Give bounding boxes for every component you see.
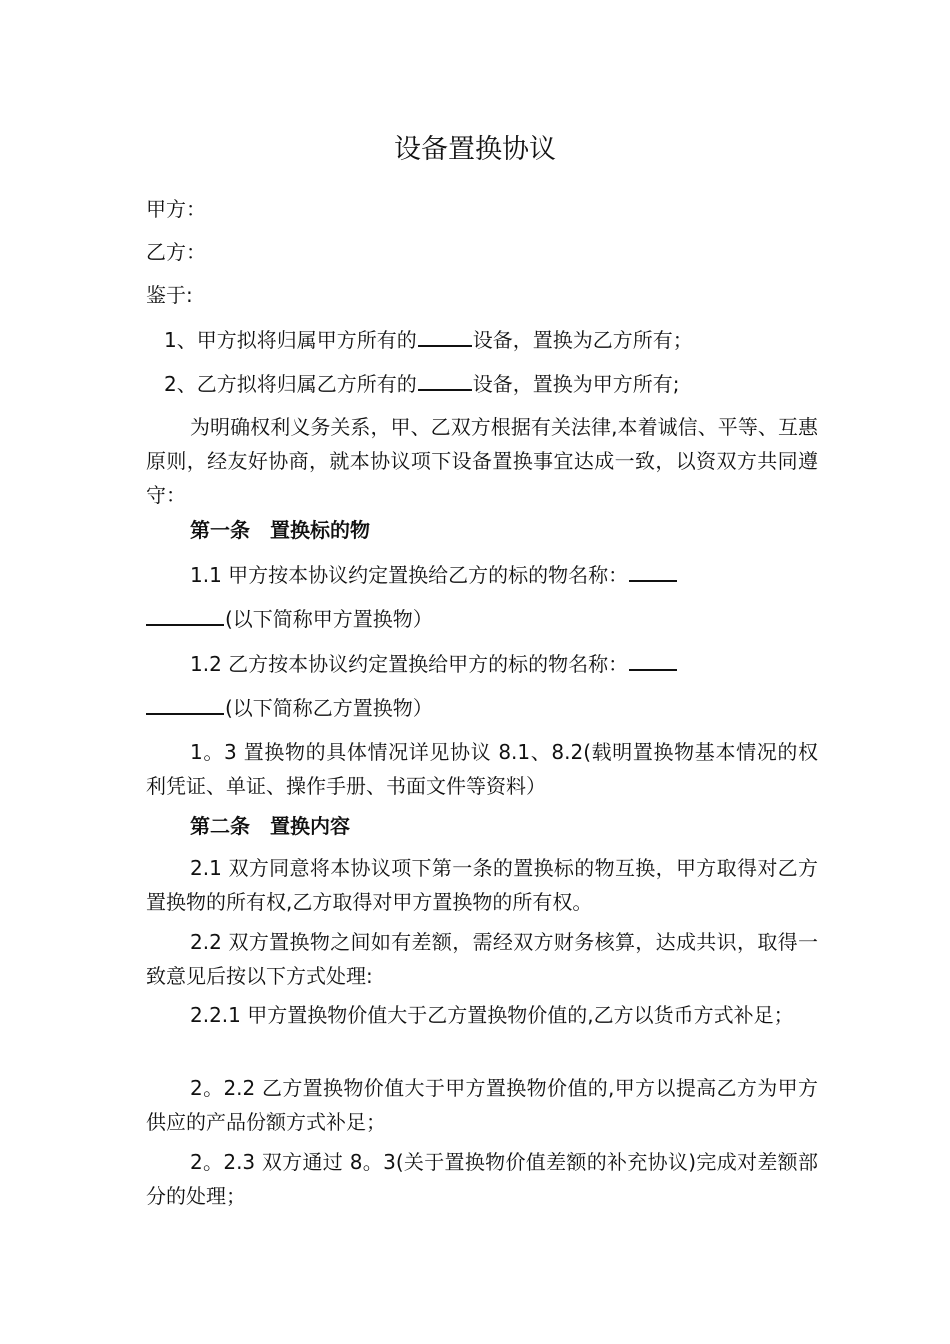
clause-1-2-blank-cont — [146, 693, 224, 715]
clause-1-2 — [190, 649, 862, 678]
clause-1-1 — [190, 560, 862, 589]
clause-2-2-3: 2。2.3 双方通过 8。3(关于置换物价值差额的补充协议)完成对差额部分的处理； — [146, 1150, 818, 1208]
clause-1-2-text: 1.2 乙方按本协议约定置换给甲方的标的物名称： — [190, 652, 629, 676]
clause-2-1: 2.1 双方同意将本协议项下第一条的置换标的物互换，甲方取得对乙方置换物的所有权,乙方取得对甲方置换物的所有权。 — [146, 856, 818, 914]
clause-1-1-blank-cont — [146, 604, 224, 626]
clause-2-2: 2.2 双方置换物之间如有差额，需经双方财务核算，达成共识，取得一致意见后按以下方式处理: — [146, 930, 818, 988]
clause-1-1-blank — [629, 560, 677, 582]
clause-1-1-text: 1.1 甲方按本协议约定置换给乙方的标的物名称： — [190, 563, 629, 587]
recital-1-text-end: 设备，置换为乙方所有； — [472, 328, 693, 352]
clause-1-1-cont-text: (以下简称甲方置换物） — [225, 607, 433, 631]
clause-2-2-1: 2.2.1 甲方置换物价值大于乙方置换物价值的,乙方以货币方式补足； — [190, 1003, 794, 1027]
clause-1-1-continuation — [146, 604, 818, 633]
recital-1-blank — [418, 325, 472, 347]
preamble-paragraph: 为明确权利义务关系，甲、乙双方根据有关法律,本着诚信、平等、互惠原则，经友好协商，就本协议项下设备置换事宜达成一致，以资双方共同遵守： — [146, 415, 818, 507]
clause-1-2-blank — [629, 649, 677, 671]
recital-1 — [164, 325, 836, 354]
recital-2 — [164, 369, 836, 398]
recital-1-text-start: 1、甲方拟将归属甲方所有的 — [164, 328, 417, 352]
party-a-label: 甲方： — [146, 197, 206, 221]
recital-2-text-end: 设备，置换为甲方所有; — [472, 372, 680, 396]
whereas-label: 鉴于: — [146, 283, 193, 307]
clause-1-2-continuation — [146, 693, 818, 722]
clause-2-2-2: 2。2.2 乙方置换物价值大于甲方置换物价值的,甲方以提高乙方为甲方供应的产品份额方式补足； — [146, 1076, 818, 1134]
party-b-label: 乙方： — [146, 240, 206, 264]
clause-1-3: 1。3 置换物的具体情况详见协议 8.1、8.2(载明置换物基本情况的权利凭证、单证、操作手册、书面文件等资料） — [146, 740, 818, 798]
article-1-heading: 第一条 置换标的物 — [190, 518, 370, 542]
document-title: 设备置换协议 — [394, 134, 556, 165]
clause-1-2-cont-text: (以下简称乙方置换物） — [225, 696, 433, 720]
recital-2-text-start: 2、乙方拟将归属乙方所有的 — [164, 372, 417, 396]
recital-2-blank — [418, 369, 472, 391]
article-2-heading: 第二条 置换内容 — [190, 814, 350, 838]
